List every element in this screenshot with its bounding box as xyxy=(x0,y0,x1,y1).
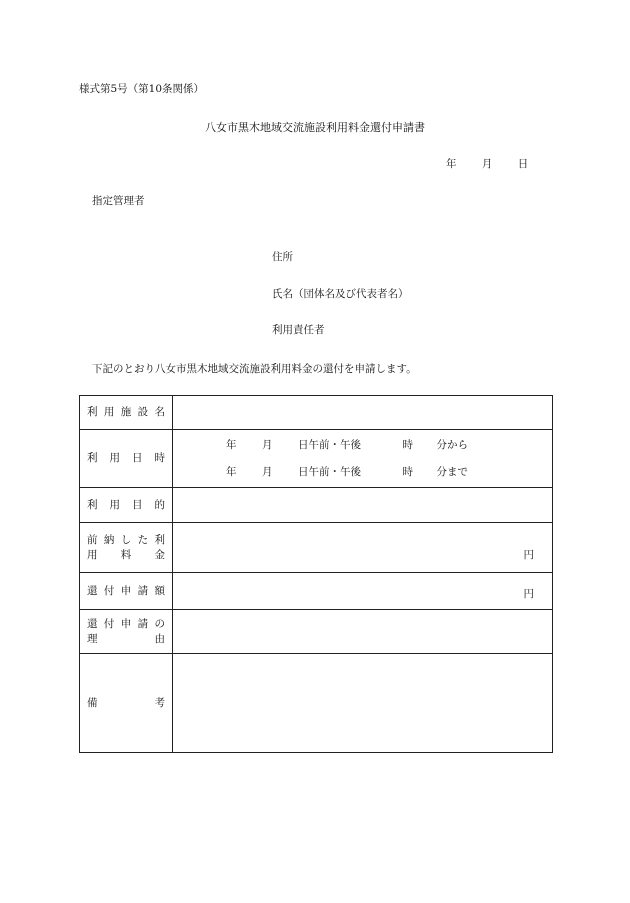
usage-datetime-label-text: 利 用 日 時 xyxy=(87,452,165,464)
row-prepaid-fee xyxy=(80,523,553,573)
refund-reason-label-line2: 理 由 xyxy=(87,632,165,645)
prepaid-fee-value-cell[interactable] xyxy=(173,523,553,573)
usage-datetime-value-cell[interactable] xyxy=(173,430,553,488)
usage-datetime-label xyxy=(80,430,173,488)
usage-from-row: 年 月 日 午前・午後 時 分から xyxy=(226,438,468,451)
prepaid-fee-unit: 円 xyxy=(523,549,534,561)
applicant-name-label: 氏名（団体名及び代表者名） xyxy=(272,288,409,300)
application-date xyxy=(446,156,528,171)
date-month: 月 xyxy=(481,158,493,170)
refund-reason-label-line1: 還 付 申 請 の xyxy=(87,617,165,630)
remarks-label xyxy=(80,654,173,753)
prepaid-fee-label-line1: 前 納 し た 利 xyxy=(87,533,165,546)
applicant-address-label: 住所 xyxy=(272,251,293,263)
prepaid-fee-label-line2: 用 料 金 xyxy=(87,548,165,561)
row-refund-reason xyxy=(80,610,553,654)
purpose-value-cell[interactable] xyxy=(173,488,553,523)
row-purpose xyxy=(80,488,553,523)
refund-amount-value-cell[interactable] xyxy=(173,573,553,610)
refund-reason-label xyxy=(80,610,173,654)
date-year: 年 xyxy=(446,158,457,170)
document-title: 八女市黒木地域交流施設利用料金還付申請書 xyxy=(205,121,425,134)
usage-to-row: 年 月 日 午前・午後 時 分まで xyxy=(226,465,468,478)
responsible-person-label: 利用責任者 xyxy=(272,324,325,336)
row-facility xyxy=(80,396,553,430)
facility-value-cell[interactable] xyxy=(173,396,553,430)
purpose-label-text: 利 用 目 的 xyxy=(87,498,165,511)
refund-amount-label xyxy=(80,573,173,610)
date-day: 日 xyxy=(517,158,529,170)
facility-label-text: 利 用 施 設 名 xyxy=(87,406,165,418)
purpose-label xyxy=(80,488,173,523)
refund-reason-value-cell[interactable] xyxy=(173,610,553,654)
refund-amount-unit: 円 xyxy=(523,588,534,600)
addressee: 指定管理者 xyxy=(92,195,145,207)
form-number: 様式第5号（第10条関係） xyxy=(79,83,205,95)
row-remarks xyxy=(80,654,553,753)
remarks-value-cell[interactable] xyxy=(173,654,553,753)
intro-text: 下記のとおり八女市黒木地域交流施設利用料金の還付を申請します。 xyxy=(92,363,417,375)
prepaid-fee-label xyxy=(80,523,173,573)
refund-application-table xyxy=(79,395,553,753)
facility-label xyxy=(80,396,173,430)
row-refund-amount xyxy=(80,573,553,610)
refund-amount-label-text: 還 付 申 請 額 xyxy=(87,584,165,597)
row-usage-datetime xyxy=(80,430,553,488)
remarks-label-text: 備 考 xyxy=(87,696,165,709)
